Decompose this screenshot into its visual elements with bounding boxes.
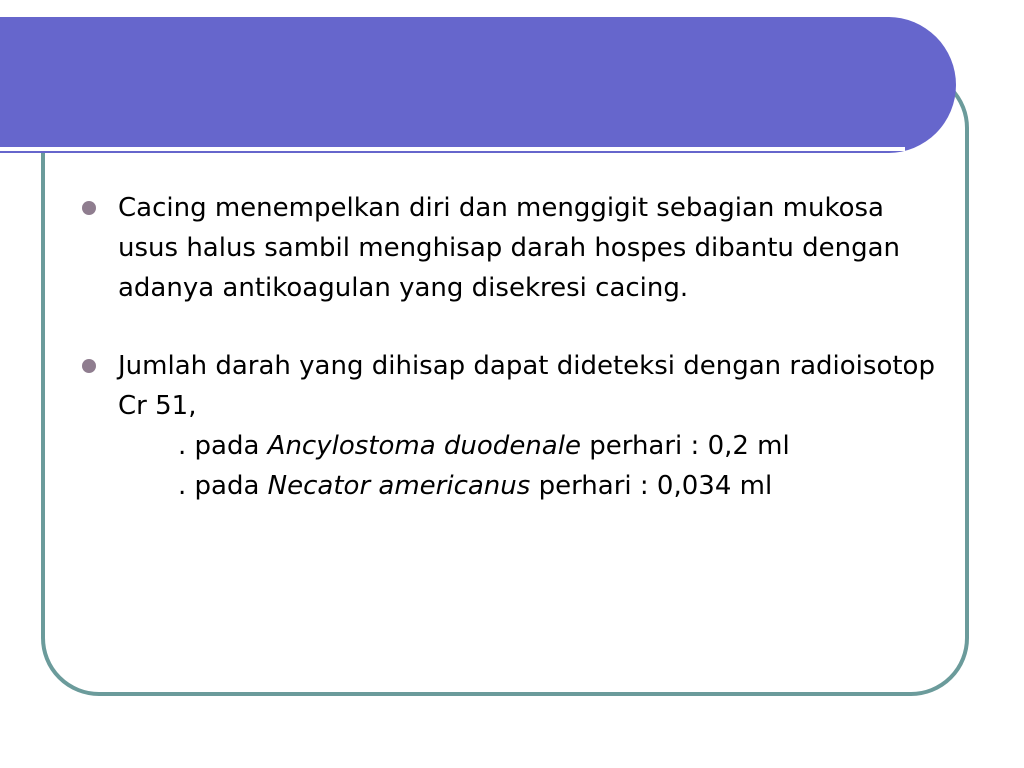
sub-line-prefix: . pada [178, 471, 268, 501]
sub-line-prefix: . pada [178, 431, 268, 461]
bullet-text: Jumlah darah yang dihisap dapat dideteksi dengan radioisotop Cr 51, [118, 351, 935, 421]
bullet-item [80, 188, 940, 308]
title-bar [0, 17, 956, 153]
sub-line-value: perhari : 0,2 ml [580, 431, 790, 461]
title-underline [0, 147, 905, 151]
sub-line-ancylostoma [118, 426, 940, 466]
sub-line-necator [118, 466, 940, 506]
sub-line-value: perhari : 0,034 ml [530, 471, 773, 501]
species-name: Ancylostoma duodenale [267, 431, 581, 461]
bullet-item [80, 346, 940, 506]
species-name: Necator americanus [267, 471, 531, 501]
bullet-list [80, 188, 940, 544]
bullet-text: Cacing menempelkan diri dan menggigit sebagian mukosa usus halus sambil menghisap darah hospes dibantu dengan adanya antikoagulan yang disekresi cacing. [118, 193, 901, 303]
bullet-icon [82, 359, 96, 373]
bullet-icon [82, 201, 96, 215]
